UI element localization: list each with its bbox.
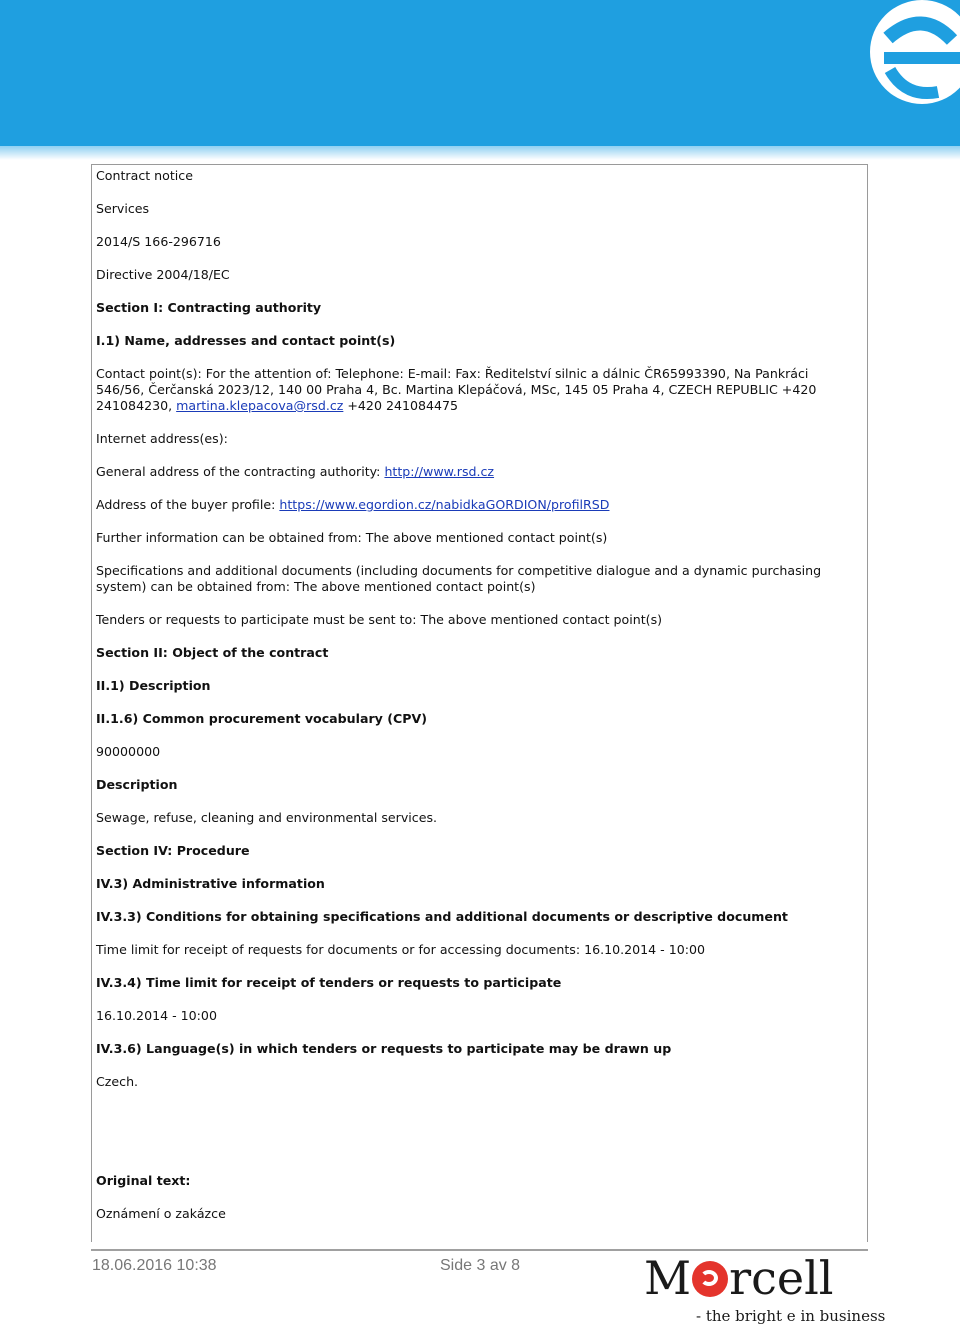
- time-limit-documents: Time limit for receipt of requests for documents or for accessing documents: 16.10.2014 - 10:00: [96, 942, 706, 957]
- section-1-heading: Section I: Contracting authority: [96, 300, 322, 315]
- section-4-heading: Section IV: Procedure: [96, 843, 250, 858]
- contact-fax: +420 241084475: [343, 398, 459, 413]
- time-limit-tenders: 16.10.2014 - 10:00: [96, 1008, 217, 1023]
- general-address-label: General address of the contracting authority:: [96, 464, 385, 479]
- header-band-fade: [0, 146, 960, 160]
- subsection-i1-heading: I.1) Name, addresses and contact point(s): [96, 333, 396, 348]
- brand-name: [644, 1252, 834, 1304]
- section-2-heading: Section II: Object of the contract: [96, 645, 329, 660]
- doc-category: Services: [96, 201, 150, 216]
- brand-name-left: M: [644, 1251, 692, 1305]
- footer-page-number: Side 3 av 8: [440, 1257, 521, 1274]
- marcell-brand-logo: [644, 1251, 886, 1327]
- subsection-iv36-heading: IV.3.6) Language(s) in which tenders or requests to participate may be drawn up: [96, 1041, 672, 1056]
- doc-type: Contract notice: [96, 168, 193, 183]
- e-logo-icon: [810, 0, 960, 110]
- original-text-label: Original text:: [96, 1173, 191, 1188]
- buyer-profile-label: Address of the buyer profile:: [96, 497, 280, 512]
- description-heading: Description: [96, 777, 178, 792]
- language-text: Czech.: [96, 1074, 139, 1089]
- brand-name-right: rcell: [729, 1251, 834, 1305]
- document-body: [96, 168, 856, 1222]
- contact-paragraph: [96, 366, 856, 414]
- subsection-iv3-heading: IV.3) Administrative information: [96, 876, 325, 891]
- buyer-profile-row: [96, 497, 856, 513]
- internet-label: Internet address(es):: [96, 431, 228, 446]
- description-text: Sewage, refuse, cleaning and environmental services.: [96, 810, 438, 825]
- contact-email-link[interactable]: martina.klepacova@rsd.cz: [176, 398, 344, 413]
- subsection-iv34-heading: IV.3.4) Time limit for receipt of tenders or requests to participate: [96, 975, 562, 990]
- specifications-info: Specifications and additional documents (including documents for competitive dialogue and a dynamic purchasing system) can be obtained from: The above mentioned contact point(s): [96, 563, 822, 594]
- footer-date: 18.06.2016 10:38: [92, 1257, 217, 1274]
- subsection-iv33-heading: IV.3.3) Conditions for obtaining specifications and additional documents or descriptive document: [96, 909, 788, 924]
- general-address-row: [96, 464, 856, 480]
- brand-e-icon: [692, 1261, 728, 1297]
- doc-reference: 2014/S 166-296716: [96, 234, 221, 249]
- tenders-sent-info: Tenders or requests to participate must be sent to: The above mentioned contact point(s): [96, 612, 663, 627]
- subsection-ii16-heading: II.1.6) Common procurement vocabulary (CPV): [96, 711, 427, 726]
- contact-text: Contact point(s): For the attention of: Telephone: E-mail: Fax: Ředitelství silnic a dálnic ČR65993390, Na Pankráci 546/56, Čerčanská 2023/12, 140 00 Praha 4, Bc. Martina Klepáčová, MSc, 145 05 Praha 4, CZECH REPUBLIC +420 241084230,: [96, 366, 817, 413]
- further-info: Further information can be obtained from: The above mentioned contact point(s): [96, 530, 608, 545]
- cpv-code: 90000000: [96, 744, 161, 759]
- doc-directive: Directive 2004/18/EC: [96, 267, 230, 282]
- brand-tagline: - the bright e in business: [696, 1307, 886, 1325]
- general-address-link[interactable]: http://www.rsd.cz: [384, 464, 495, 479]
- subsection-ii1-heading: II.1) Description: [96, 678, 211, 693]
- original-text: Oznámení o zakázce: [96, 1206, 226, 1221]
- buyer-profile-link[interactable]: https://www.egordion.cz/nabidkaGORDION/profilRSD: [279, 497, 610, 512]
